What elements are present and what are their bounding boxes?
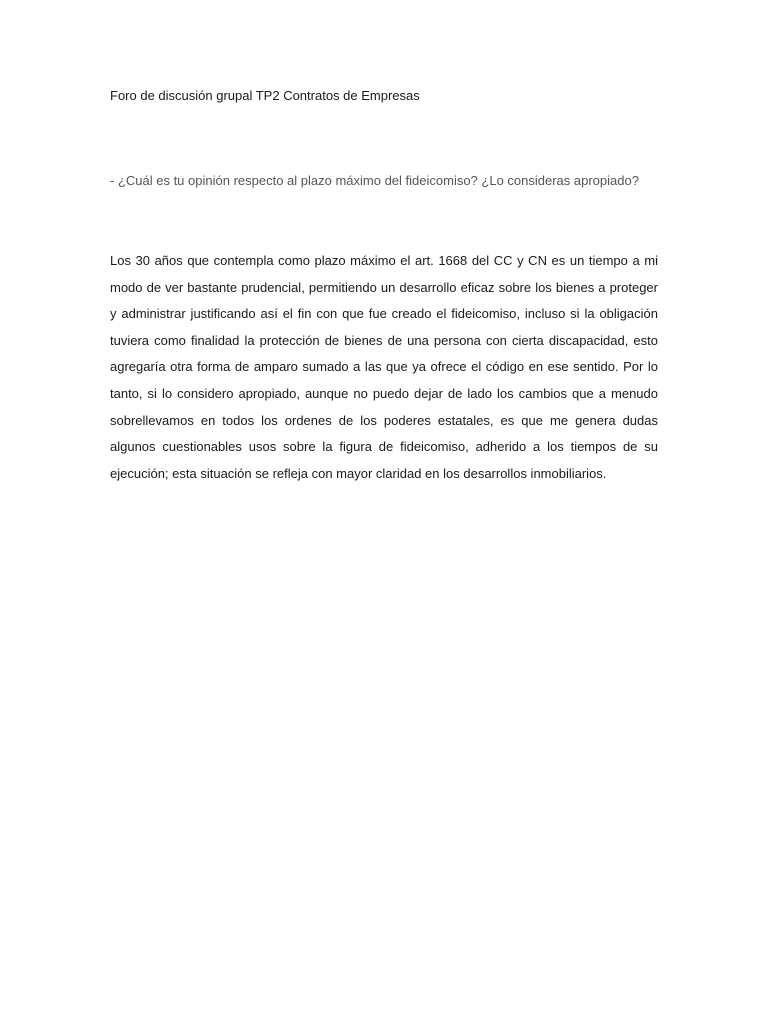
discussion-question: - ¿Cuál es tu opinión respecto al plazo máximo del fideicomiso? ¿Lo consideras apropiado? [110,173,639,188]
answer-paragraph: Los 30 años que contempla como plazo máximo el art. 1668 del CC y CN es un tiempo a mi modo de ver bastante prudencial, permitiendo un desarrollo eficaz sobre los bienes a proteger y administrar justificando así el fin con que fue creado el fideicomiso, incluso si la obligación tuviera como finalidad la protección de bienes de una persona con cierta discapacidad, esto agregaría otra forma de amparo sumado a las que ya ofrece el código en ese sentido. Por lo tanto, si lo considero apropiado, aunque no puedo dejar de lado los cambios que a menudo sobrellevamos en todos los ordenes de los poderes estatales, es que me genera dudas algunos cuestionables usos sobre la figura de fideicomiso, adherido a los tiempos de su ejecución; esta situación se refleja con mayor claridad en los desarrollos inmobiliarios. [110,253,658,481]
document-title: Foro de discusión grupal TP2 Contratos de Empresas [110,88,420,103]
